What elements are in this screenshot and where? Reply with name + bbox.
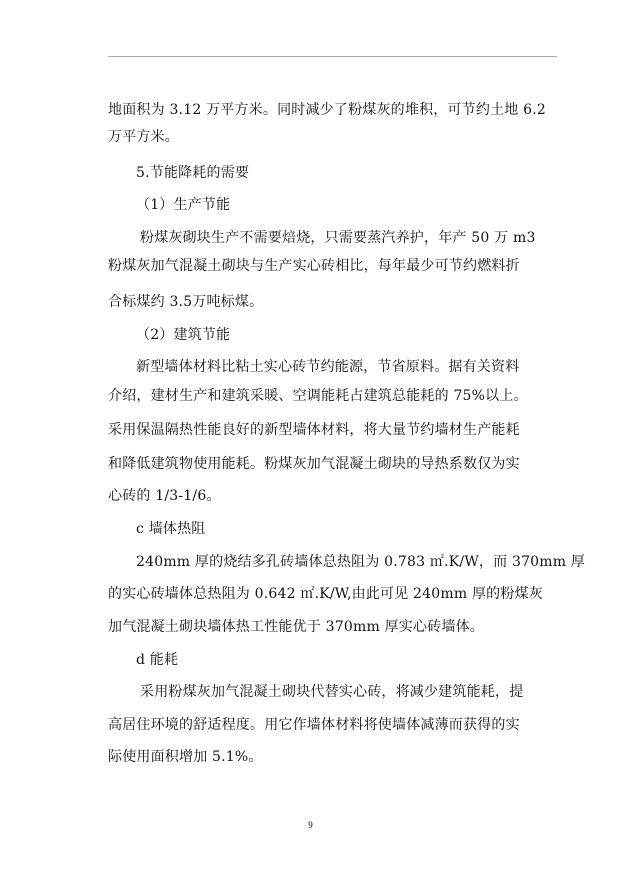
body-text-line: 和降低建筑物使用能耗。粉煤灰加气混凝土砌块的导热系数仅为实	[108, 456, 520, 472]
body-text-line: 加气混凝土砌块墙体热工性能优于 370mm 厚实心砖墙体。	[108, 619, 484, 635]
body-text-line: 采用保温隔热性能良好的新型墙体材料，将大量节约墙材生产能耗	[108, 422, 520, 438]
subsection-heading: d 能耗	[136, 652, 179, 668]
body-text-line: 新型墙体材料比粘土实心砖节约能源，节省原料。据有关资料	[136, 359, 520, 375]
section-heading: 5.节能降耗的需要	[136, 165, 250, 181]
body-text-line: 合标煤约 3.5万吨标煤。	[108, 294, 264, 310]
page-number: 9	[308, 820, 313, 830]
header-rule	[108, 56, 557, 57]
body-text-line: 心砖的 1/3-1/6。	[108, 488, 221, 504]
body-text-line: 采用粉煤灰加气混凝土砌块代替实心砖，将减少建筑能耗，提	[140, 684, 524, 700]
body-text-line: 际使用面积增加 5.1%。	[108, 749, 263, 765]
body-text-line: 粉煤灰加气混凝土砌块与生产实心砖相比，每年最少可节约燃料折	[108, 258, 520, 274]
body-text-line: 介绍，建材生产和建筑采暖、空调能耗占建筑总能耗的 75%以上。	[108, 388, 528, 404]
body-text-line: 高居住环境的舒适程度。用它作墙体材料将使墙体减薄而获得的实	[108, 717, 520, 733]
body-text-line: 万平方米。	[108, 129, 179, 145]
body-text-line: 的实心砖墙体总热阻为 0.642 ㎡.K/W,由此可见 240mm 厚的粉煤灰	[108, 586, 543, 602]
body-text-line: 240mm 厚的烧结多孔砖墙体总热阻为 0.783 ㎡.K/W，而 370mm 厚	[136, 554, 586, 570]
subsection-heading: （1）生产节能	[136, 197, 231, 213]
subsection-heading: c 墙体热阻	[136, 521, 206, 537]
body-text-line: 地面积为 3.12 万平方米。同时减少了粉煤灰的堆积，可节约土地 6.2	[108, 102, 546, 118]
subsection-heading: （2）建筑节能	[136, 327, 231, 343]
body-text-line: 粉煤灰砌块生产不需要焙烧，只需要蒸汽养护，年产 50 万 m3	[140, 230, 536, 246]
